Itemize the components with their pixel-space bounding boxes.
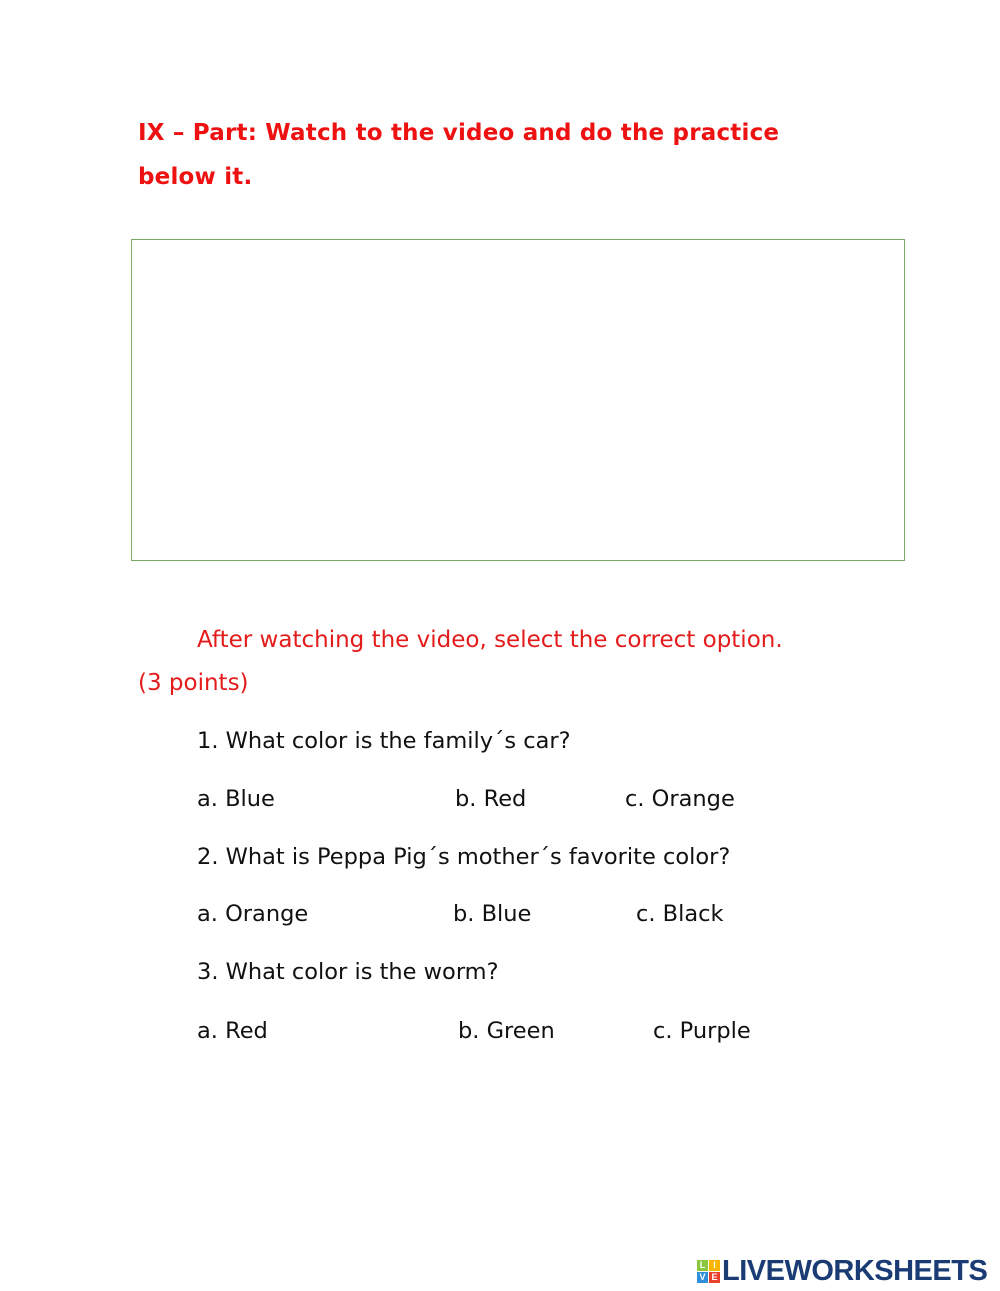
q3-option-c[interactable]: c. Purple — [653, 1018, 751, 1044]
live-logo-icon — [697, 1260, 720, 1283]
question-1: 1. What color is the family´s car? — [197, 728, 571, 754]
section-title-line1: IX – Part: Watch to the video and do the practice — [138, 120, 780, 146]
q1-option-c[interactable]: c. Orange — [625, 786, 735, 812]
video-embed-area[interactable] — [131, 239, 905, 561]
q1-option-a[interactable]: a. Blue — [197, 786, 275, 812]
logo-letter-v: V — [697, 1272, 708, 1283]
liveworksheets-brand — [697, 1256, 987, 1286]
logo-letter-e: E — [709, 1272, 720, 1283]
q2-option-a[interactable]: a. Orange — [197, 901, 309, 927]
question-2: 2. What is Peppa Pig´s mother´s favorite color? — [197, 844, 731, 870]
brand-name: LIVEWORKSHEETS — [722, 1254, 988, 1287]
logo-letter-l: L — [697, 1260, 708, 1271]
logo-letter-i: I — [709, 1260, 720, 1271]
q3-option-a[interactable]: a. Red — [197, 1018, 268, 1044]
instructions-points: (3 points) — [138, 670, 249, 696]
q3-option-b[interactable]: b. Green — [458, 1018, 555, 1044]
section-title-line2: below it. — [138, 164, 253, 190]
q2-option-b[interactable]: b. Blue — [453, 901, 532, 927]
q1-option-b[interactable]: b. Red — [455, 786, 527, 812]
instructions-line1: After watching the video, select the correct option. — [197, 627, 783, 653]
question-3: 3. What color is the worm? — [197, 959, 499, 985]
q2-option-c[interactable]: c. Black — [636, 901, 724, 927]
